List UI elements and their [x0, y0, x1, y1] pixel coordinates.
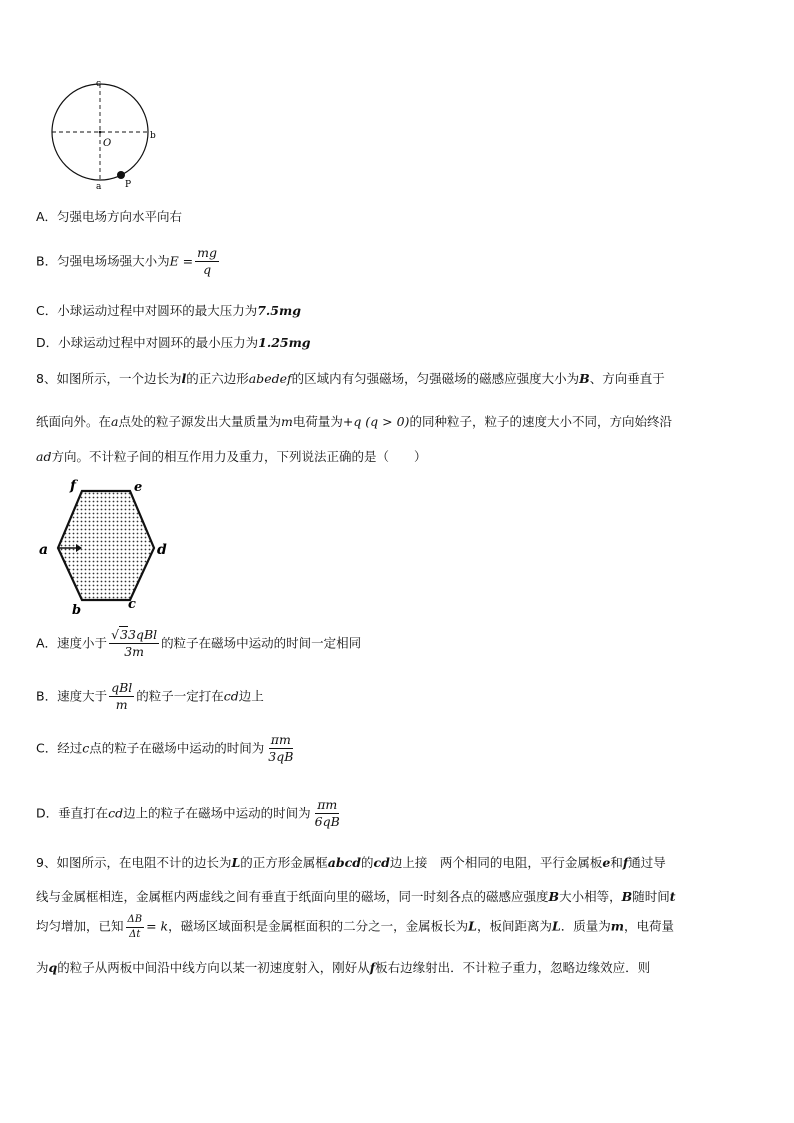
label-b: b	[150, 131, 156, 141]
q9-stem-line2: 线与金属框相连，金属框内两虚线之间有垂直于纸面向里的磁场，同一时刻各点的磁感应强度B大小相等，B随时间t	[36, 889, 676, 904]
q8-option-c: C．经过c点的粒子在磁场中运动的时间为 $\frac{\pi m}{3qB}$	[36, 732, 294, 765]
hex-label-e: e	[134, 480, 143, 495]
q9-stem-line4: 为q的粒子从两板中间沿中线方向以某一初速度射入，刚好从f板右边缘射出．不计粒子重力，忽略边缘效应．则	[36, 960, 651, 975]
label-a: a	[96, 182, 102, 192]
ball-p	[117, 171, 125, 179]
q8-stem-line3: ad方向。不计粒子间的相互作用力及重力，下列说法正确的是（ ）	[36, 449, 427, 464]
q8-stem-line1: 8、如图所示，一个边长为l的正六边形abedef的区域内有匀强磁场，匀强磁场的磁感应强度大小为B、方向垂直于	[36, 371, 665, 386]
hex-label-b: b	[72, 603, 82, 616]
hex-label-c: c	[128, 597, 136, 612]
center-dot	[99, 131, 102, 134]
hexagon-field-region	[58, 491, 154, 600]
hex-label-a: a	[39, 542, 49, 558]
hexagon-figure	[36, 476, 176, 616]
label-o: O	[103, 138, 112, 149]
q7-option-d: D．小球运动过程中对圆环的最小压力为1.25mg	[36, 335, 311, 350]
label-p: P	[125, 180, 132, 190]
q8-option-d: D．垂直打在cd边上的粒子在磁场中运动的时间为 $\frac{\pi m}{6qB}$	[36, 797, 340, 830]
hex-label-d: d	[157, 542, 167, 558]
hex-label-f: f	[70, 478, 77, 494]
q7-option-b: B．匀强电场场强大小为E = $\frac{mg}{q}$	[36, 245, 218, 278]
q9-stem-line3: 均匀增加，已知 $\frac{\Delta B}{\Delta t}$ = k，磁场区域面积是金属框面积的二分之一，金属板长为L，板间距离为L．质量为m，电荷量	[36, 914, 675, 940]
q7-option-a: A．匀强电场方向水平向右	[36, 209, 183, 224]
q8-stem-line2: 纸面向外。在a点处的粒子源发出大量质量为m电荷量为+q (q > 0)的同种粒子，粒子的速度大小不同，方向始终沿	[36, 414, 672, 429]
q8-option-a: A．速度小于 $\frac{\text{√33qBl}}{3m}$ 的粒子在磁场中运动的时间一定相同	[36, 627, 362, 660]
q7-option-c: C．小球运动过程中对圆环的最大压力为7.5mg	[36, 303, 301, 318]
circle-figure	[40, 78, 170, 193]
q8-option-b: B．速度大于 $\frac{\text{qBl}}{m}$ 的粒子一定打在cd边上	[36, 680, 264, 713]
q9-stem-line1: 9、如图所示，在电阻不计的边长为L的正方形金属框abcd的cd边上接 两个相同的电阻，平行金属板e和f通过导	[36, 855, 666, 870]
label-c: c	[96, 79, 102, 89]
